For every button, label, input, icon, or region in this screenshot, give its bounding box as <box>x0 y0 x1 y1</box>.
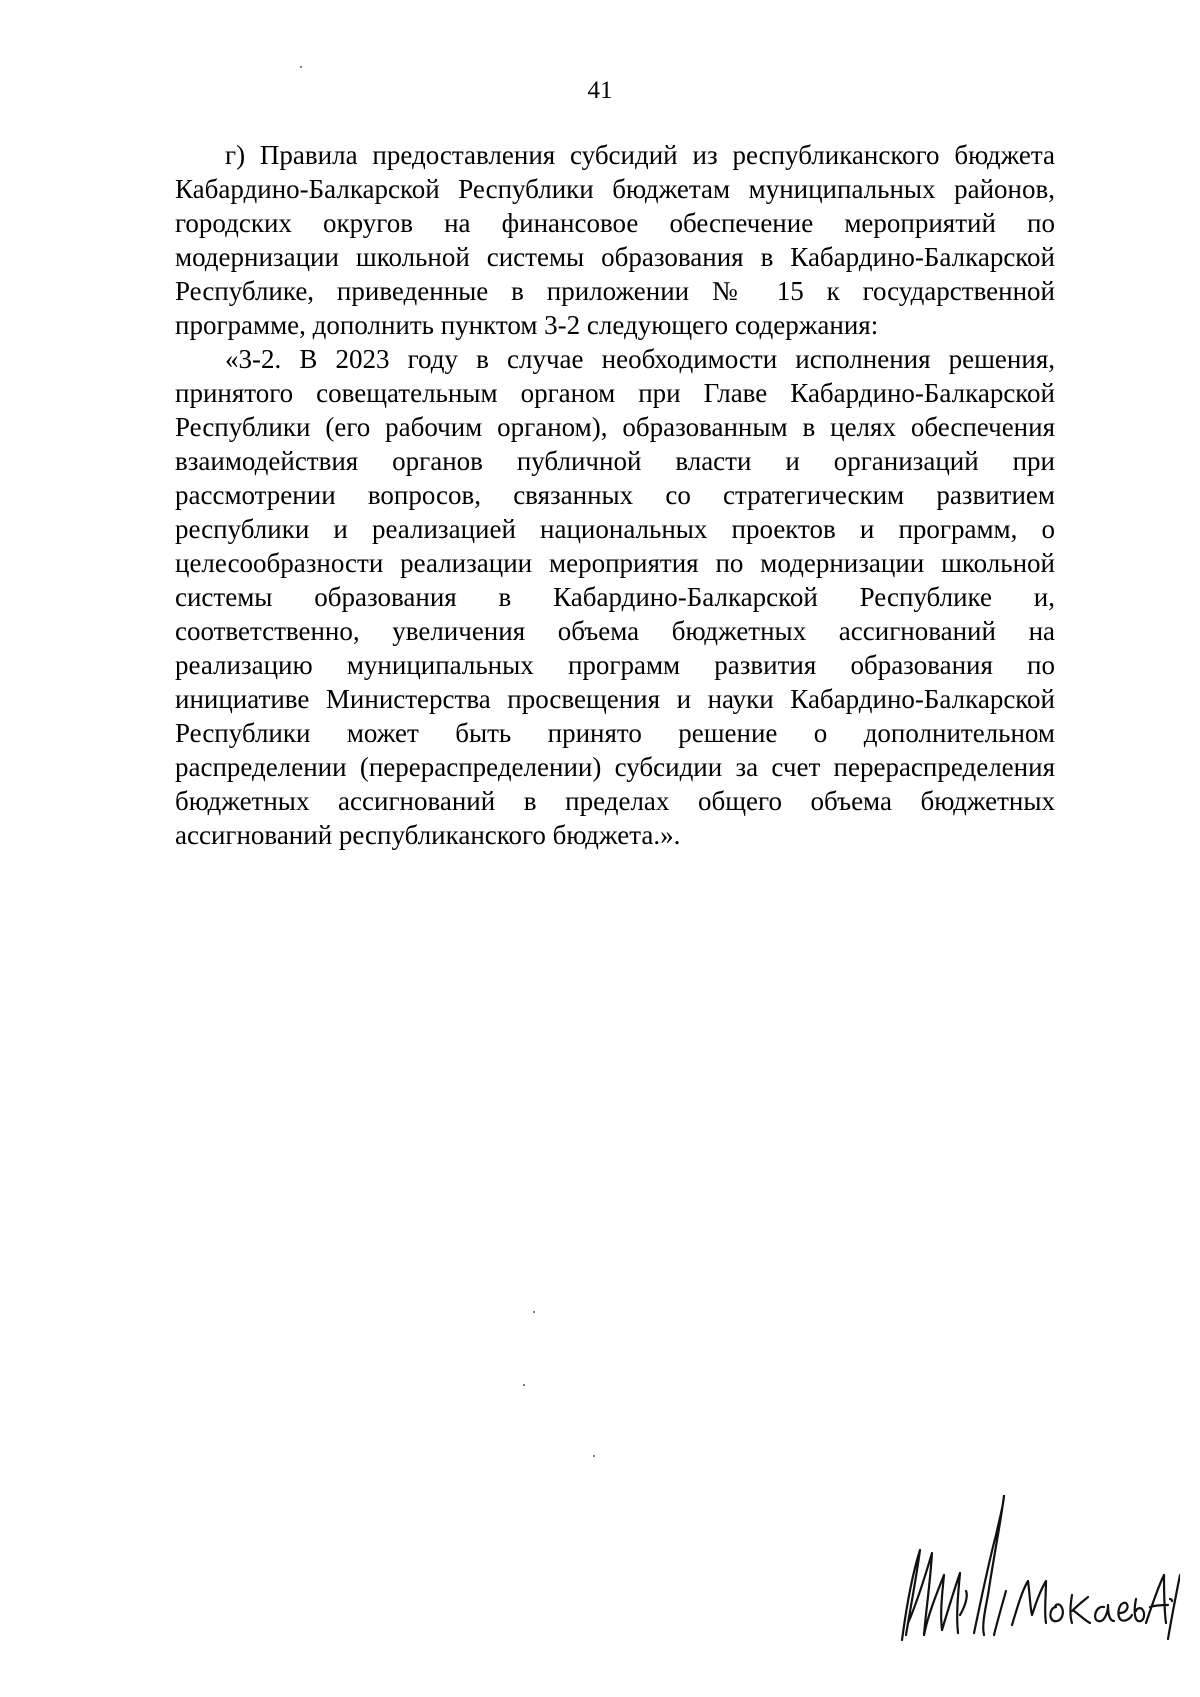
page-number: 41 <box>587 77 613 104</box>
paragraph-rules-amendment: г) Правила предоставления субсидий из республиканского бюджета Кабардино-Балкарской Республики бюджетам муниципальных районов, городских округов на финансовое обеспечение мероприятий по модернизации школьной системы образования в Кабардино-Балкарской Республике, приведенные в приложении № 15 к государственной программе, дополнить пунктом 3-2 следующего содержания: <box>175 140 1055 340</box>
handwritten-signature <box>880 1495 1180 1645</box>
scan-speck <box>593 1455 595 1457</box>
document-body <box>175 138 1055 852</box>
scan-speck <box>533 1311 535 1313</box>
paragraph-clause-3-2: «3-2. В 2023 году в случае необходимости исполнения решения, принятого совещательным органом при Главе Кабардино-Балкарской Республики (его рабочим органом), образованным в целях обеспечения взаимодействия органов публичной власти и организаций при рассмотрении вопросов, связанных со стратегическим развитием республики и реализацией национальных проектов и программ, о целесообразности реализации мероприятия по модернизации школьной системы образования в Кабардино-Балкарской Республике и, соответственно, увеличения объема бюджетных ассигнований на реализацию муниципальных программ развития образования по инициативе Министерства просвещения и науки Кабардино-Балкарской Республики может быть принято решение о дополнительном распределении (перераспределении) субсидии за счет перераспределения бюджетных ассигнований в пределах общего объема бюджетных ассигнований республиканского бюджета.». <box>175 344 1055 850</box>
scan-speck <box>523 1384 525 1386</box>
scan-speck <box>300 66 302 68</box>
